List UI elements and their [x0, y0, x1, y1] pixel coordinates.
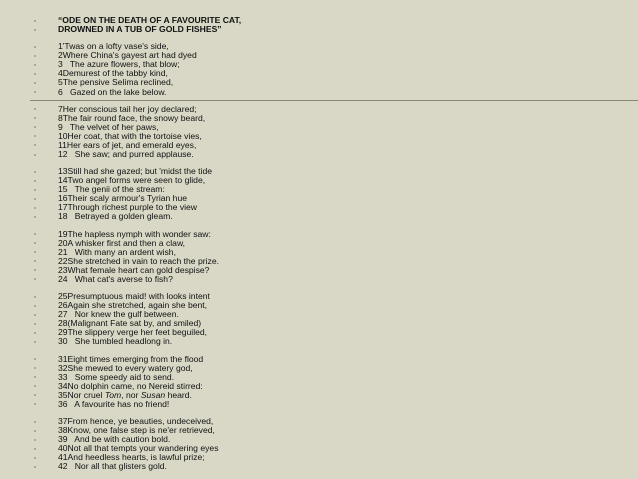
poem-line: 41And heedless hearts, is lawful prize; — [58, 452, 205, 463]
bullet-dot — [34, 439, 36, 441]
stanza — [58, 167, 478, 221]
bullet-dot — [34, 466, 36, 468]
bullet-dot — [34, 73, 36, 75]
poem-line: 28(Malignant Fate sat by, and smiled) — [58, 318, 202, 329]
poem-line: 14Two angel forms were seen to glide, — [58, 175, 206, 186]
bullet-dot — [34, 448, 36, 450]
poem-line: 17Through richest purple to the view — [58, 202, 198, 213]
bullet-dot — [34, 144, 36, 146]
bullet-dot — [34, 314, 36, 316]
bullet-dot — [34, 198, 36, 200]
bullet-dot — [34, 305, 36, 307]
poem-line: 9 The velvet of her paws, — [58, 121, 159, 132]
poem-line: 8The fair round face, the snowy beard, — [58, 112, 206, 123]
poem-line: 42 Nor all that glisters gold. — [58, 461, 167, 472]
bullet-dot — [34, 430, 36, 432]
poem-line: 27 Nor knew the gulf between. — [58, 309, 179, 320]
bullet-dot — [34, 233, 36, 235]
poem-line: 19The hapless nymph with wonder saw: — [58, 228, 211, 239]
poem-line: 40Not all that tempts your wandering eyes — [58, 443, 219, 454]
stanza — [58, 230, 478, 284]
stanza — [58, 105, 478, 159]
poem-line: 25Presumptuous maid! with looks intent — [58, 291, 210, 302]
bullet-dot — [34, 394, 36, 396]
poem-line: 2Where China's gayest art had dyed — [58, 50, 197, 61]
bullet-dot — [34, 82, 36, 84]
stanza — [58, 42, 478, 96]
bullet-dot — [34, 358, 36, 360]
bullet-dot — [34, 296, 36, 298]
bullet-dot — [34, 421, 36, 423]
bullet-dot — [34, 242, 36, 244]
bullet-dot — [34, 91, 36, 93]
poem-line: 5The pensive Selima reclined, — [58, 77, 174, 88]
poem-stanzas — [58, 42, 478, 471]
bullet-dot — [34, 189, 36, 191]
bullet-dot — [34, 180, 36, 182]
bullet-dot — [34, 278, 36, 280]
bullet-dot — [34, 260, 36, 262]
poem-line: 3 The azure flowers, that blow; — [58, 59, 180, 70]
bullet-dot — [34, 332, 36, 334]
poem-line: 10Her coat, that with the tortoise vies, — [58, 130, 202, 141]
bullet-dot — [34, 126, 36, 128]
poem-line: 38Know, one false step is ne'er retrieved, — [58, 425, 215, 436]
italic-name: Tom — [104, 389, 122, 400]
poem-line: 32She mewed to every watery god, — [58, 362, 193, 373]
poem-line: 13Still had she gazed; but 'midst the tide — [58, 166, 213, 177]
bullet-column — [34, 22, 40, 462]
bullet-dot — [34, 46, 36, 48]
poem-line: 11Her ears of jet, and emerald eyes, — [58, 139, 197, 150]
poem-line: 7Her conscious tail her joy declared; — [58, 103, 197, 114]
poem-line: 33 Some speedy aid to send. — [58, 371, 175, 382]
bullet-dot — [34, 171, 36, 173]
bullet-dot — [34, 251, 36, 253]
poem-line: 21 With many an ardent wish, — [58, 246, 176, 257]
poem-line: 31Eight times emerging from the flood — [58, 353, 204, 364]
poem-title-line-2: DROWNED IN A TUB OF GOLD FISHES” — [58, 24, 222, 35]
italic-name: Susan — [140, 389, 166, 400]
poem-line: 20A whisker first and then a claw, — [58, 237, 186, 248]
poem-line: 35Nor cruel Tom, nor Susan heard. — [58, 389, 192, 400]
stanza — [58, 292, 478, 346]
bullet-dot — [34, 457, 36, 459]
poem-line: 6 Gazed on the lake below. — [58, 86, 167, 97]
poem-line: 34No dolphin came, no Nereid stirred: — [58, 380, 203, 391]
stanza — [58, 417, 478, 471]
poem-line: 18 Betrayed a golden gleam. — [58, 211, 173, 222]
poem-line: 36 A favourite has no friend! — [58, 398, 170, 409]
poem-line: 26Again she stretched, again she bent, — [58, 300, 208, 311]
poem-line: 39 And be with caution bold. — [58, 434, 171, 445]
poem-text — [58, 16, 478, 471]
bullet-dot — [34, 376, 36, 378]
poem-line: 16Their scaly armour's Tyrian hue — [58, 193, 188, 204]
poem-title-line-1: “ODE ON THE DEATH OF A FAVOURITE CAT, — [58, 15, 242, 25]
bullet-dot — [34, 403, 36, 405]
bullet-dot — [34, 385, 36, 387]
bullet-dot — [34, 207, 36, 209]
poem-line: 37From hence, ye beauties, undeceived, — [58, 416, 214, 427]
bullet-dot — [34, 29, 36, 31]
poem-line: 15 The genii of the stream: — [58, 184, 165, 195]
poem-line: 24 What cat's averse to fish? — [58, 273, 173, 284]
bullet-dot — [34, 154, 36, 156]
poem-line: 4Demurest of the tabby kind, — [58, 68, 168, 79]
bullet-dot — [34, 216, 36, 218]
bullet-dot — [34, 117, 36, 119]
bullet-dot — [34, 108, 36, 110]
poem-line: 1'Twas on a lofty vase's side, — [58, 41, 169, 52]
bullet-dot — [34, 20, 36, 22]
poem-line: 23What female heart can gold despise? — [58, 264, 210, 275]
poem-line: 22She stretched in vain to reach the prize. — [58, 255, 219, 266]
bullet-dot — [34, 341, 36, 343]
bullet-dot — [34, 64, 36, 66]
poem-line: 29The slippery verge her feet beguiled, — [58, 327, 208, 338]
bullet-dot — [34, 55, 36, 57]
poem-line: 30 She tumbled headlong in. — [58, 336, 173, 347]
bullet-dot — [34, 367, 36, 369]
stanza — [58, 355, 478, 409]
poem-line: 12 She saw; and purred applause. — [58, 148, 194, 159]
bullet-dot — [34, 323, 36, 325]
bullet-dot — [34, 269, 36, 271]
bullet-dot — [34, 135, 36, 137]
